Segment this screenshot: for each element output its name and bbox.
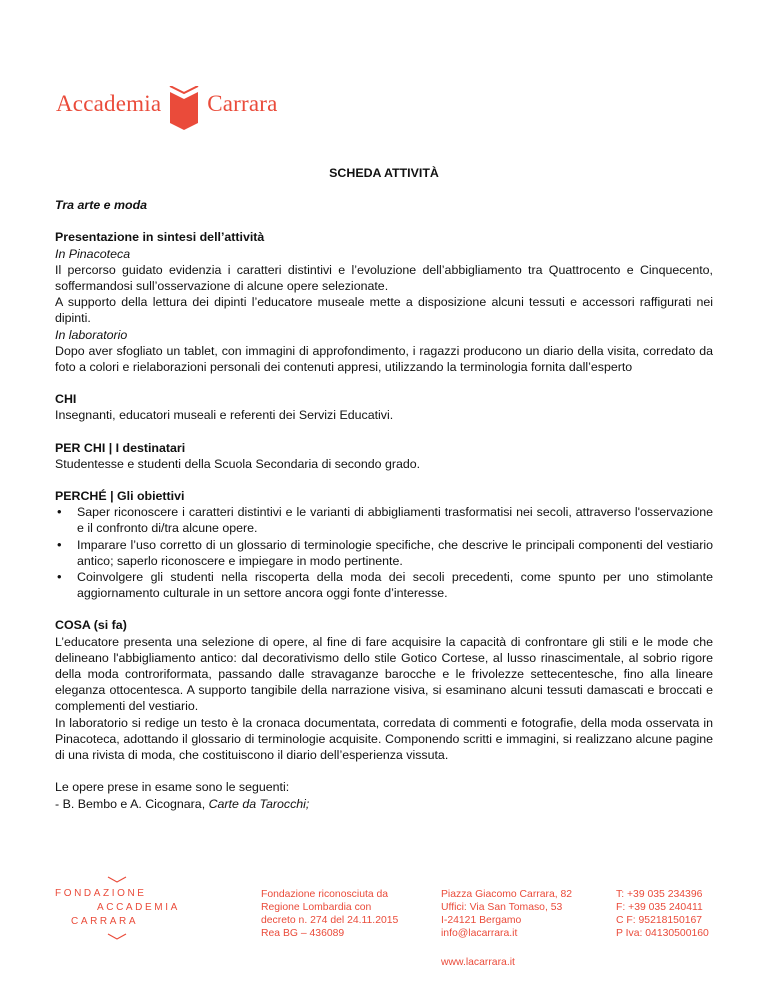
per-chi-text: Studentesse e studenti della Scuola Secondaria di secondo grado.: [55, 456, 421, 471]
chi-text: Insegnanti, educatori museali e referenti dei Servizi Educativi.: [55, 408, 394, 423]
footer-line: P Iva: 04130500160: [616, 928, 709, 939]
footer-line: Piazza Giacomo Carrara, 82: [441, 889, 573, 900]
logo-word-left: Accademia: [56, 91, 162, 116]
cosa-paragraph-2: In laboratorio si redige un testo è la cronaca documentata, corredata di commenti e fotografie, della moda osservata in Pinacoteca, adottando il glossario di terminologie acquisite. Componendo scritti e immagini, si realizzano alcune pagine di una rivista di moda, che costituiscono il diario dell’esperienza vissuta.: [55, 715, 713, 763]
list-item: • Saper riconoscere i caratteri distintivi e le varianti di abbigliamenti trasformatisi nei secoli, attraverso l'osservazione e il confronto di/tra alcune opere.: [55, 504, 713, 536]
footer-line: Fondazione riconosciuta da: [261, 889, 389, 900]
per-chi-heading: PER CHI | I destinatari: [55, 440, 186, 455]
footer-line: F: +39 035 240411: [616, 902, 703, 913]
pinacoteca-paragraph-1: Il percorso guidato evidenzia i caratteri distintivi e l’evoluzione dell’abbigliamento tra Quattrocento e Cinquecento, soffermandosi sull’osservazione di alcune opere selezionate.: [55, 262, 713, 294]
perche-heading: PERCHÉ | Gli obiettivi: [55, 489, 185, 504]
logo-word-right: Carrara: [207, 91, 278, 116]
objectives-list: [55, 504, 713, 601]
chevron-down-icon: [107, 933, 127, 941]
fondazione-line-3: CARRARA: [71, 916, 139, 927]
opere-item-title: Carte da Tarocchi;: [208, 796, 310, 811]
activity-sheet: [55, 165, 713, 812]
footer-line: Rea BG – 436089: [261, 928, 345, 939]
cosa-heading: COSA (si fa): [55, 618, 127, 633]
chevron-down-icon: [107, 876, 127, 884]
list-item: • Coinvolgere gli studenti nella riscoperta della moda dei secoli precedenti, come spunto per uno stimolante aggiornamento culturale in un settore ancora oggi fonte d’interesse.: [55, 569, 713, 601]
footer-address-column: [441, 888, 572, 940]
activity-subtitle: Tra arte e moda: [55, 198, 148, 213]
fondazione-line-2: ACCADEMIA: [97, 902, 180, 913]
fondazione-line-1: FONDAZIONE: [55, 888, 147, 899]
footer-contacts-column: [616, 888, 709, 940]
presentazione-heading: Presentazione in sintesi dell’attività: [55, 230, 265, 245]
page-title: SCHEDA ATTIVITÀ: [329, 166, 439, 180]
list-item: • Imparare l’uso corretto di un glossario di terminologie specifiche, che descrive le principali componenti del vestiario antico; saperlo riconoscere e impiegare in modo pertinente.: [55, 537, 713, 569]
footer-line: decreto n. 274 del 24.11.2015: [261, 915, 399, 926]
pinacoteca-label: In Pinacoteca: [55, 246, 131, 261]
accademia-carrara-logo: [56, 86, 278, 138]
laboratorio-paragraph: Dopo aver sfogliato un tablet, con immagini di approfondimento, i ragazzi producono un diario della visita, corredato da foto a colori e rielaborazioni personali dei contenuti appresi, utilizzando la terminologia fornita dall’esperto: [55, 343, 713, 375]
website-link[interactable]: www.lacarrara.it: [441, 957, 515, 968]
footer-line: Regione Lombardia con: [261, 902, 372, 913]
book-mark-icon: [169, 86, 199, 130]
pinacoteca-paragraph-2: A supporto della lettura dei dipinti l’educatore museale mette a disposizione alcuni tessuti e accessori raffigurati nei dipinti.: [55, 295, 713, 326]
page-footer: [0, 858, 768, 978]
footer-email[interactable]: info@lacarrara.it: [441, 928, 518, 939]
footer-line: I-24121 Bergamo: [441, 915, 522, 926]
chi-heading: CHI: [55, 392, 77, 407]
laboratorio-label: In laboratorio: [55, 327, 128, 342]
opere-intro: Le opere prese in esame sono le seguenti:: [55, 780, 290, 795]
footer-line: T: +39 035 234396: [616, 889, 703, 900]
opere-item-prefix: - B. Bembo e A. Cicognara,: [55, 796, 209, 811]
opere-item: [55, 796, 713, 812]
footer-legal-column: [261, 888, 398, 940]
footer-line: C F: 95218150167: [616, 915, 703, 926]
footer-line: Uffici: Via San Tomaso, 53: [441, 902, 563, 913]
cosa-paragraph-1: L’educatore presenta una selezione di opere, al fine di fare acquisire la capacità di confrontare gli stili e le mode che delineano l'abbigliamento antico: dal decorativismo dello stile Gotico Cortese, al lusso rinascimentale, al sobrio rigore della moda controriformata, passando dalle stravaganze barocche e le frivolezze settecentesche, fino alla lineare eleganza ottocentesca. A supporto tangibile della narrazione visiva, si esaminano alcuni tessuti damascati e broccati e complementi del vestiario.: [55, 634, 713, 714]
